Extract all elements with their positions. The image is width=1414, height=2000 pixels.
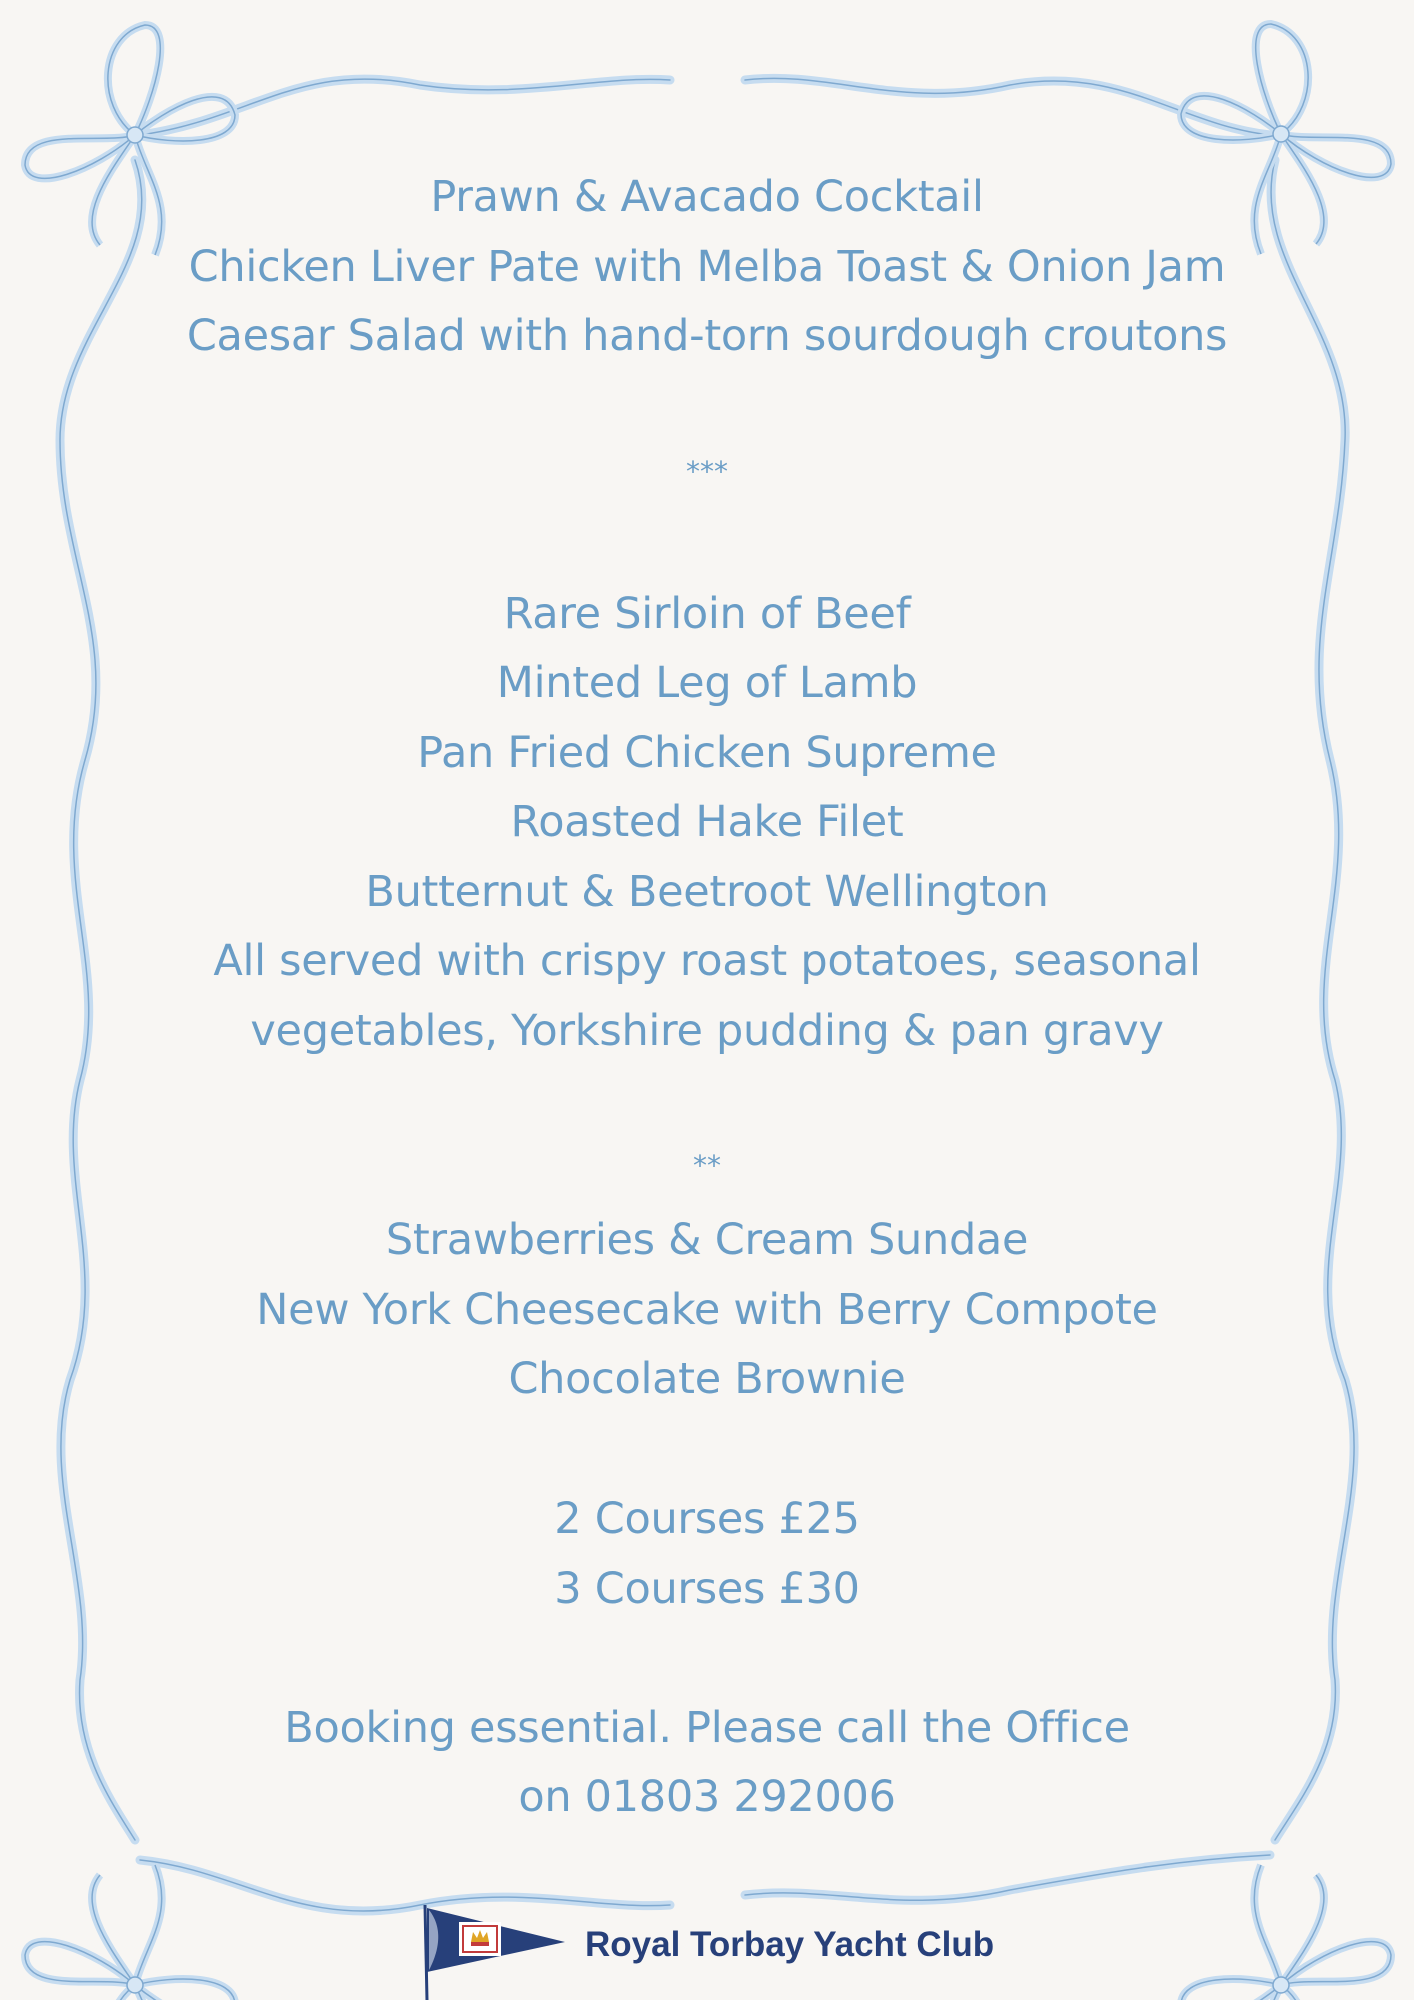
dessert-item: New York Cheesecake with Berry Compote <box>256 1285 1158 1335</box>
price-line: 2 Courses £25 <box>554 1494 860 1544</box>
course-separator: *** <box>686 455 728 488</box>
course-separator: ** <box>693 1149 721 1182</box>
main-item: Pan Fried Chicken Supreme <box>417 728 997 778</box>
dessert-item: Chocolate Brownie <box>508 1354 906 1404</box>
bow-bottom-right-icon <box>1181 1865 1391 2000</box>
bow-top-left-icon <box>25 25 235 255</box>
main-accompaniment: vegetables, Yorkshire pudding & pan gravy <box>250 1006 1164 1056</box>
main-item: Rare Sirloin of Beef <box>503 589 911 639</box>
booking-phone: on 01803 292006 <box>518 1772 896 1822</box>
ribbon-top-right <box>745 78 1270 135</box>
price-line: 3 Courses £30 <box>554 1564 860 1614</box>
bow-bottom-left-icon <box>25 1865 235 2000</box>
dessert-item: Strawberries & Cream Sundae <box>385 1215 1029 1265</box>
burgee-flag-icon <box>425 1905 565 2000</box>
starter-item: Chicken Liver Pate with Melba Toast & Onion Jam <box>188 242 1226 292</box>
ribbon-top-left <box>140 79 670 135</box>
main-item: Butternut & Beetroot Wellington <box>365 867 1049 917</box>
starter-item: Prawn & Avacado Cocktail <box>430 172 984 222</box>
main-item: Minted Leg of Lamb <box>496 658 918 708</box>
bow-top-right-icon <box>1181 24 1391 254</box>
main-accompaniment: All served with crispy roast potatoes, seasonal <box>213 936 1201 986</box>
club-name: Royal Torbay Yacht Club <box>585 1925 995 1964</box>
main-item: Roasted Hake Filet <box>510 797 904 847</box>
booking-text: Booking essential. Please call the Office <box>284 1703 1130 1753</box>
starter-item: Caesar Salad with hand-torn sourdough croutons <box>186 311 1228 361</box>
